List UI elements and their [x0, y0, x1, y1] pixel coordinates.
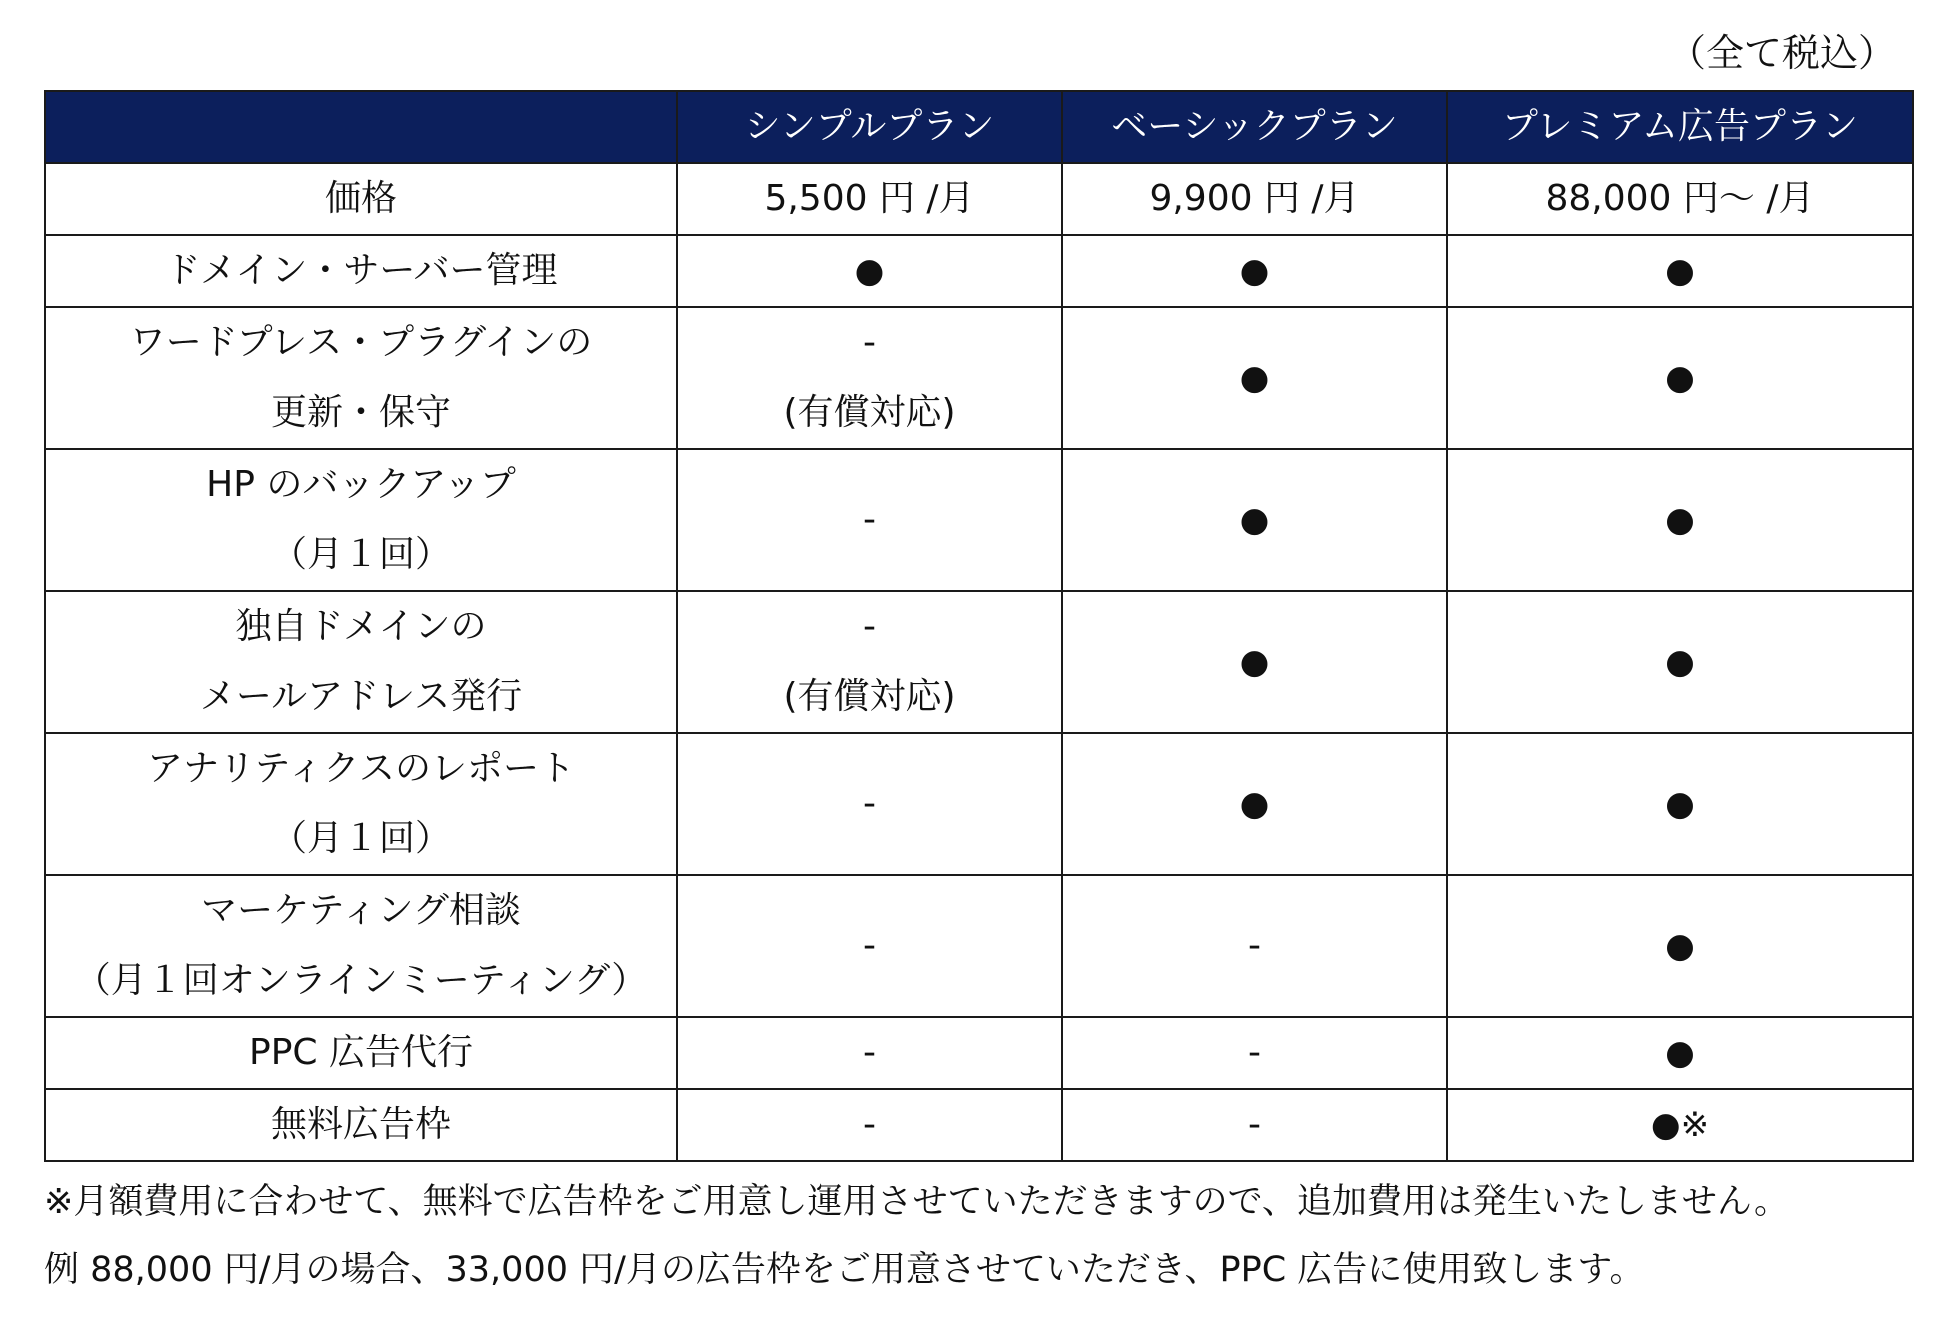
included-mark: ● — [1239, 358, 1270, 398]
header-feature-column — [45, 91, 677, 163]
row-label-line: 更新・保守 — [270, 392, 451, 433]
row-label-line: メールアドレス発行 — [199, 676, 523, 717]
cell-premium-plan — [1447, 307, 1913, 449]
row-label-line: PPC 広告代行 — [249, 1032, 473, 1073]
cell-basic-plan — [1062, 307, 1447, 449]
table-row — [45, 733, 1913, 875]
included-mark: ● — [1665, 926, 1695, 966]
cell-basic-plan — [1062, 1089, 1447, 1161]
row-label-line: HP のバックアップ — [206, 464, 516, 505]
plan-comparison-table — [44, 90, 1914, 1162]
cell-premium-plan — [1447, 875, 1913, 1017]
header-basic-plan: ベーシックプラン — [1062, 91, 1447, 163]
row-label — [45, 235, 677, 307]
cell-premium-plan — [1447, 235, 1913, 307]
cell-basic-plan — [1062, 449, 1447, 591]
row-label-line: （月１回オンラインミーティング） — [74, 960, 648, 1001]
not-included-mark: - — [863, 606, 876, 647]
footnote-1: ※月額費用に合わせて、無料で広告枠をご用意し運用させていただきますので、追加費用は発生いたしません。 — [44, 1182, 1790, 1222]
row-label — [45, 591, 677, 733]
cell-premium-plan — [1447, 733, 1913, 875]
table-body — [45, 163, 1913, 1161]
row-label-line: ワードプレス・プラグインの — [129, 322, 593, 363]
cell-value: 88,000 円～ /月 — [1545, 178, 1815, 219]
cell-basic-plan — [1062, 733, 1447, 875]
not-included-mark: - — [863, 783, 876, 824]
included-mark: ● — [1239, 784, 1270, 824]
row-label — [45, 733, 677, 875]
not-included-mark: - — [863, 925, 876, 966]
included-mark: ● — [1665, 500, 1695, 540]
header-simple-plan: シンプルプラン — [677, 91, 1062, 163]
not-included-mark: - — [863, 1032, 876, 1073]
cell-premium-plan — [1447, 1017, 1913, 1089]
cell-simple-plan — [677, 235, 1062, 307]
row-label — [45, 875, 677, 1017]
table-row — [45, 1089, 1913, 1161]
row-label-line: マーケティング相談 — [201, 890, 521, 931]
row-label-line: 価格 — [324, 178, 397, 219]
table-row — [45, 875, 1913, 1017]
cell-premium-plan — [1447, 591, 1913, 733]
cell-basic-plan — [1062, 163, 1447, 235]
included-mark: ● — [1665, 358, 1695, 398]
cell-premium-plan — [1447, 1089, 1913, 1161]
cell-simple-plan — [677, 449, 1062, 591]
footnotes — [44, 1168, 1924, 1304]
included-mark: ● — [1239, 642, 1270, 682]
row-label — [45, 449, 677, 591]
cell-value: (有償対応) — [783, 676, 956, 717]
included-mark: ● — [1239, 251, 1270, 291]
row-label-line: （月１回） — [270, 534, 451, 575]
cell-value: 5,500 円 /月 — [764, 178, 975, 219]
included-mark: ● — [1665, 1033, 1695, 1073]
header-row — [45, 91, 1913, 163]
included-mark: ● — [1665, 784, 1695, 824]
footnote-2: 例 88,000 円/月の場合、33,000 円/月の広告枠をご用意させていただき、PPC 広告に使用致します。 — [44, 1250, 1645, 1290]
table-row — [45, 1017, 1913, 1089]
cell-basic-plan — [1062, 1017, 1447, 1089]
not-included-mark: - — [1248, 1032, 1261, 1073]
cell-basic-plan — [1062, 875, 1447, 1017]
cell-simple-plan — [677, 1089, 1062, 1161]
cell-value: 9,900 円 /月 — [1149, 178, 1360, 219]
not-included-mark: - — [1248, 1104, 1261, 1145]
row-label-line: 無料広告枠 — [270, 1104, 451, 1145]
cell-value: (有償対応) — [783, 392, 956, 433]
table-row — [45, 235, 1913, 307]
cell-simple-plan — [677, 733, 1062, 875]
table-row — [45, 449, 1913, 591]
cell-simple-plan — [677, 307, 1062, 449]
row-label-line: ドメイン・サーバー管理 — [164, 250, 558, 291]
table-row — [45, 591, 1913, 733]
table-row — [45, 163, 1913, 235]
not-included-mark: - — [863, 322, 876, 363]
cell-simple-plan — [677, 875, 1062, 1017]
row-label-line: アナリティクスのレポート — [146, 748, 576, 789]
cell-basic-plan — [1062, 591, 1447, 733]
row-label — [45, 163, 677, 235]
cell-simple-plan — [677, 1017, 1062, 1089]
not-included-mark: - — [863, 1104, 876, 1145]
included-mark: ● — [854, 251, 885, 291]
row-label — [45, 1017, 677, 1089]
cell-simple-plan — [677, 163, 1062, 235]
row-label — [45, 307, 677, 449]
included-mark: ● — [1239, 500, 1270, 540]
row-label — [45, 1089, 677, 1161]
table-header — [45, 91, 1913, 163]
included-mark: ● — [1665, 642, 1695, 682]
row-label-line: （月１回） — [270, 818, 451, 859]
included-mark: ●※ — [1650, 1105, 1710, 1145]
not-included-mark: - — [863, 499, 876, 540]
not-included-mark: - — [1248, 925, 1261, 966]
cell-premium-plan — [1447, 163, 1913, 235]
cell-simple-plan — [677, 591, 1062, 733]
included-mark: ● — [1665, 251, 1695, 291]
cell-premium-plan — [1447, 449, 1913, 591]
tax-note: （全て税込） — [1667, 31, 1896, 75]
cell-basic-plan — [1062, 235, 1447, 307]
header-premium-plan: プレミアム広告プラン — [1447, 91, 1913, 163]
table-row — [45, 307, 1913, 449]
row-label-line: 独自ドメインの — [235, 606, 487, 647]
